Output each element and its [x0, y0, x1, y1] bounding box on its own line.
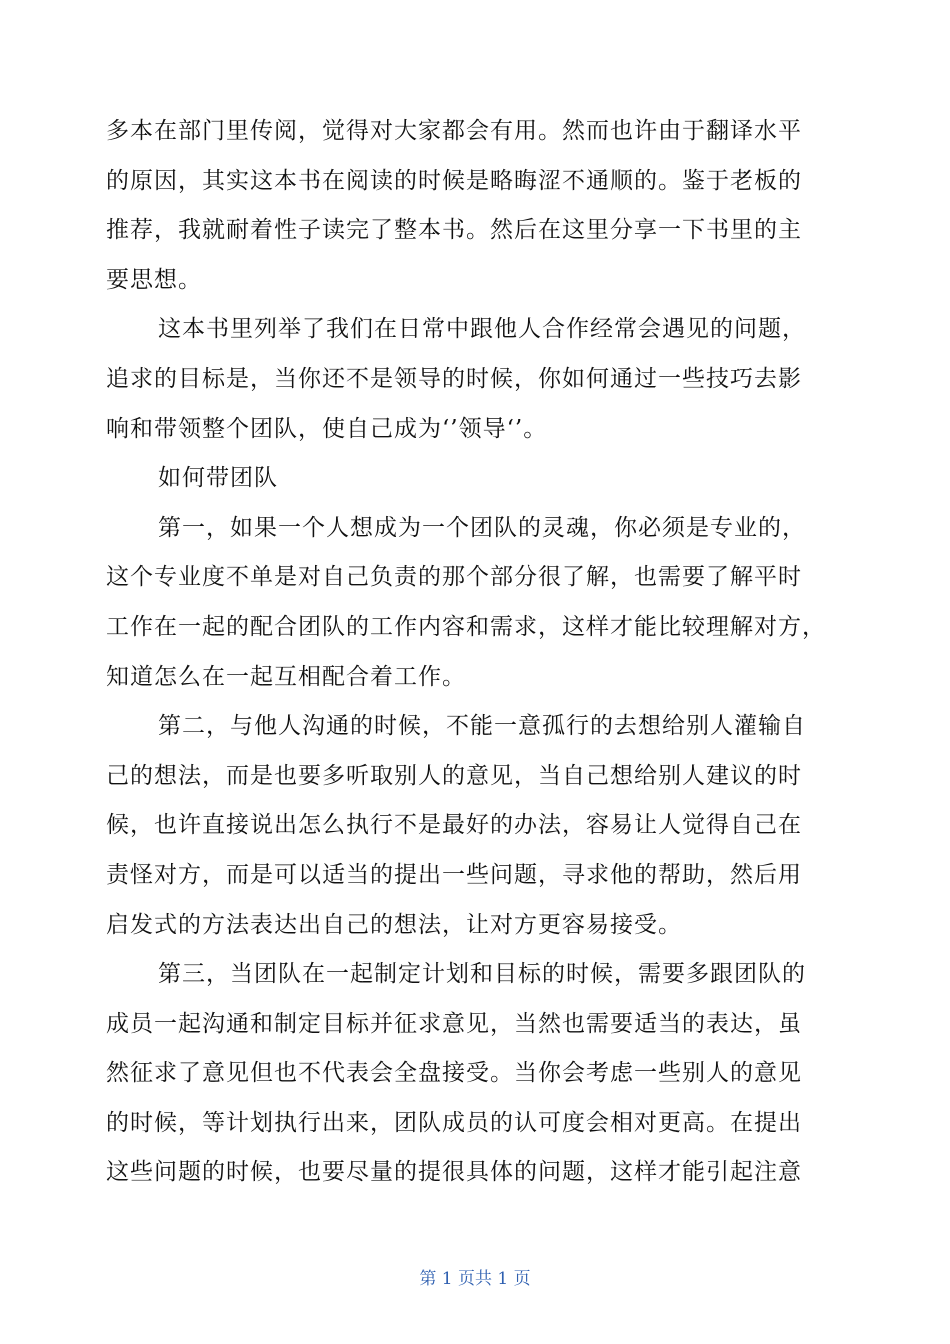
page-footer: 第 1 页共 1 页	[419, 1269, 531, 1289]
text-line: 多本在部门里传阅，觉得对大家都会有用。然而也许由于翻译水平	[106, 118, 802, 144]
text-line: 己的想法，而是也要多听取别人的意见，当自己想给别人建议的时	[106, 762, 802, 789]
text-line: 工作在一起的配合团队的工作内容和需求，这样才能比较理解对方，	[106, 613, 826, 640]
text-line: 这个专业度不单是对自己负责的那个部分很了解，也需要了解平时	[106, 564, 802, 591]
paragraph-first-line: 第三，当团队在一起制定计划和目标的时候，需要多跟团队的	[158, 961, 806, 988]
section-heading: 如何带团队	[158, 465, 278, 492]
text-line: 的原因，其实这本书在阅读的时候是略晦涩不通顺的。鉴于老板的	[106, 167, 802, 194]
text-line: 响和带领整个团队，使自己成为‘’领导‘’。	[106, 415, 548, 442]
paragraph-first-line: 这本书里列举了我们在日常中跟他人合作经常会遇见的问题，	[158, 316, 806, 343]
text-line: 启发式的方法表达出自己的想法，让对方更容易接受。	[106, 911, 682, 938]
text-line: 的时候，等计划执行出来，团队成员的认可度会相对更高。在提出	[106, 1109, 802, 1136]
text-line: 候，也许直接说出怎么执行不是最好的办法，容易让人觉得自己在	[106, 812, 802, 839]
text-line: 要思想。	[106, 266, 202, 293]
text-line: 然征求了意见但也不代表会全盘接受。当你会考虑一些别人的意见	[106, 1060, 802, 1087]
document-body	[106, 107, 830, 1198]
text-line: 知道怎么在一起互相配合着工作。	[106, 663, 466, 690]
text-line: 推荐，我就耐着性子读完了整本书。然后在这里分享一下书里的主	[106, 217, 802, 244]
paragraph-first-line: 第二，与他人沟通的时候，不能一意孤行的去想给别人灌输自	[158, 713, 806, 740]
text-line: 责怪对方，而是可以适当的提出一些问题，寻求他的帮助，然后用	[106, 861, 802, 888]
text-line: 这些问题的时候，也要尽量的提很具体的问题，这样才能引起注意	[106, 1159, 802, 1186]
text-line: 追求的目标是，当你还不是领导的时候，你如何通过一些技巧去影	[106, 365, 802, 392]
text-line: 成员一起沟通和制定目标并征求意见，当然也需要适当的表达，虽	[106, 1010, 802, 1037]
paragraph-first-line: 第一，如果一个人想成为一个团队的灵魂，你必须是专业的，	[158, 514, 806, 541]
